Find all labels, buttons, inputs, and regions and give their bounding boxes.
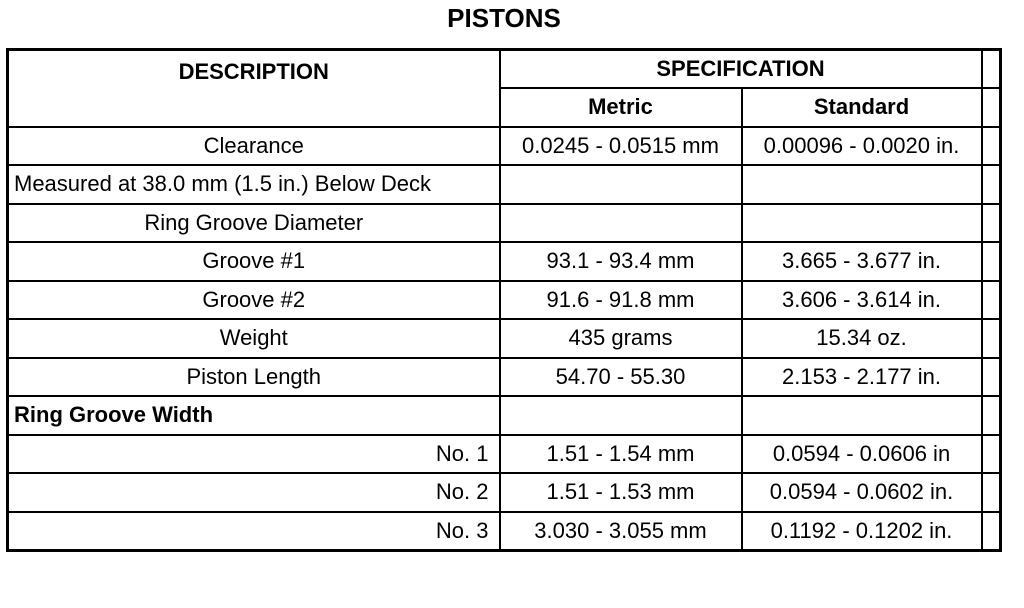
description-header: DESCRIPTION	[8, 50, 500, 127]
extra-column-cell	[982, 281, 1001, 320]
table-row	[8, 512, 1001, 551]
pistons-spec-table	[6, 48, 1002, 552]
extra-column-cell	[982, 396, 1001, 435]
extra-column-cell	[982, 473, 1001, 512]
extra-column-cell	[982, 88, 1001, 127]
extra-column-cell	[982, 204, 1001, 243]
metric-cell: 93.1 - 93.4 mm	[500, 242, 742, 281]
table-row	[8, 127, 1001, 166]
table-row	[8, 473, 1001, 512]
metric-cell: 1.51 - 1.53 mm	[500, 473, 742, 512]
description-cell: Measured at 38.0 mm (1.5 in.) Below Deck	[8, 165, 500, 204]
table-row	[8, 242, 1001, 281]
table-row	[8, 396, 1001, 435]
standard-cell: 0.1192 - 0.1202 in.	[742, 512, 982, 551]
extra-column-cell	[982, 242, 1001, 281]
standard-cell	[742, 165, 982, 204]
metric-cell: 435 grams	[500, 319, 742, 358]
metric-cell	[500, 396, 742, 435]
description-cell: Weight	[8, 319, 500, 358]
extra-column-cell	[982, 319, 1001, 358]
metric-cell: 1.51 - 1.54 mm	[500, 435, 742, 474]
metric-cell: 3.030 - 3.055 mm	[500, 512, 742, 551]
metric-cell	[500, 165, 742, 204]
description-cell: Groove #2	[8, 281, 500, 320]
metric-header: Metric	[500, 88, 742, 127]
table-row	[8, 358, 1001, 397]
description-cell: No. 3	[8, 512, 500, 551]
specification-header: SPECIFICATION	[500, 50, 982, 89]
standard-cell: 0.0594 - 0.0606 in	[742, 435, 982, 474]
standard-header: Standard	[742, 88, 982, 127]
extra-column-cell	[982, 358, 1001, 397]
standard-cell: 3.606 - 3.614 in.	[742, 281, 982, 320]
metric-cell: 0.0245 - 0.0515 mm	[500, 127, 742, 166]
metric-cell: 54.70 - 55.30	[500, 358, 742, 397]
extra-column-cell	[982, 512, 1001, 551]
table-row	[8, 204, 1001, 243]
description-cell: No. 1	[8, 435, 500, 474]
page-title: PISTONS	[447, 3, 561, 33]
description-cell: No. 2	[8, 473, 500, 512]
extra-column-cell	[982, 127, 1001, 166]
metric-cell	[500, 204, 742, 243]
extra-column-cell	[982, 165, 1001, 204]
table-header-row	[8, 50, 1001, 89]
standard-cell	[742, 396, 982, 435]
standard-cell: 2.153 - 2.177 in.	[742, 358, 982, 397]
extra-column-cell	[982, 435, 1001, 474]
standard-cell: 3.665 - 3.677 in.	[742, 242, 982, 281]
description-cell: Clearance	[8, 127, 500, 166]
extra-column-cell	[982, 50, 1001, 89]
table-row	[8, 281, 1001, 320]
standard-cell	[742, 204, 982, 243]
description-cell: Piston Length	[8, 358, 500, 397]
standard-cell: 0.00096 - 0.0020 in.	[742, 127, 982, 166]
table-row	[8, 319, 1001, 358]
description-cell: Ring Groove Diameter	[8, 204, 500, 243]
table-row	[8, 435, 1001, 474]
description-cell: Groove #1	[8, 242, 500, 281]
standard-cell: 15.34 oz.	[742, 319, 982, 358]
standard-cell: 0.0594 - 0.0602 in.	[742, 473, 982, 512]
table-row	[8, 165, 1001, 204]
section-heading-cell: Ring Groove Width	[8, 396, 500, 435]
metric-cell: 91.6 - 91.8 mm	[500, 281, 742, 320]
